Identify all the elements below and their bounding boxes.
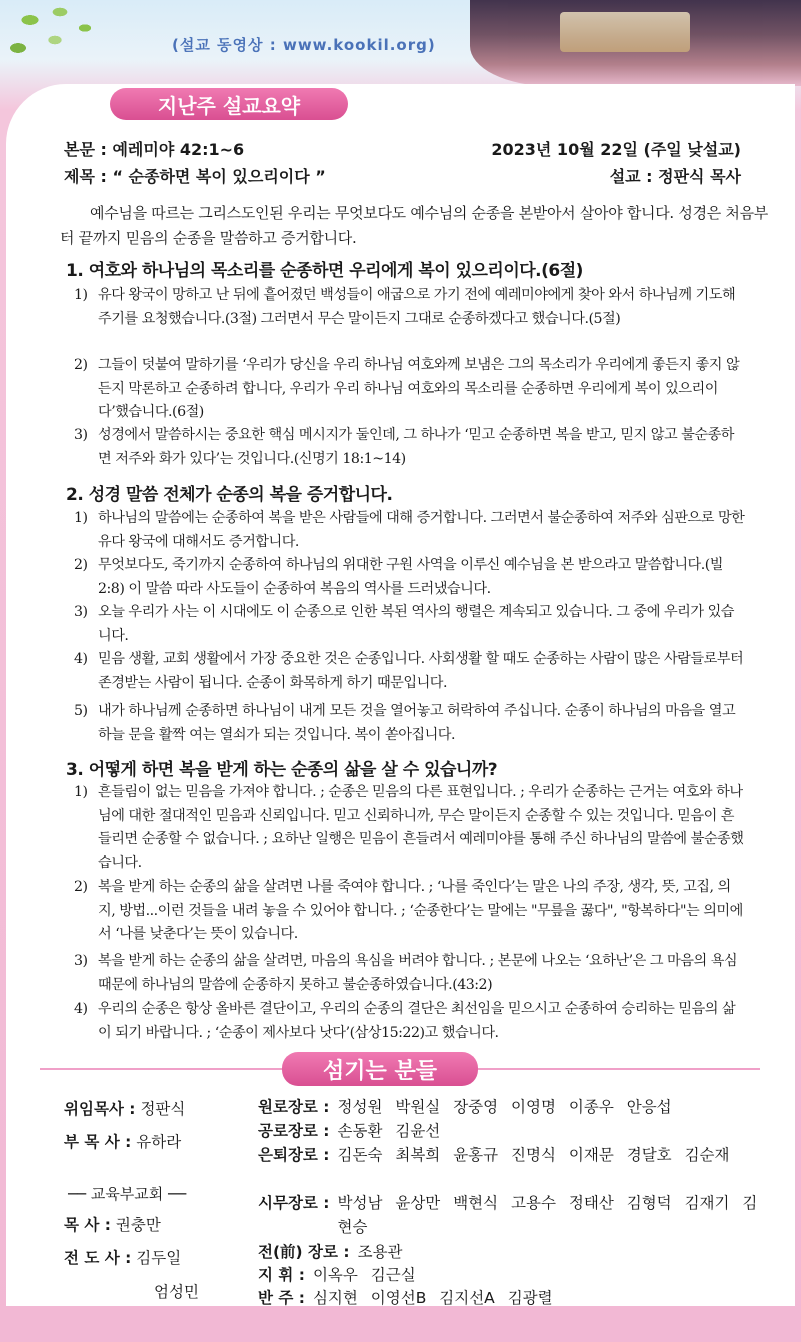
evangelist-2: 엄성민 [154, 1283, 199, 1301]
list-item: 4) 믿음 생활, 교회 생활에서 가장 중요한 것은 순종입니다. 사회생활 할 때도 순종하는 사람이 많은 사람들로부터 존경받는 사람이 됩니다. 순종이 화목하게 하기 때문입니다. [74, 651, 744, 691]
elder-row: 지 휘 : 이옥우 김근실 [258, 1266, 416, 1284]
section-heading-3: 3. 어떻게 하면 복을 받게 하는 순종의 삶을 살 수 있습니까? [66, 760, 498, 780]
sermon-date: 2023년 10월 22일 (주일 낮설교) [491, 140, 741, 159]
list-item: 3) 복을 받게 하는 순종의 삶을 살려면, 마음의 욕심을 버려야 합니다. ; 본문에 나오는 ‘요하난’은 그 마음의 욕심 때문에 하나님의 말씀에 순종하지 못하고 불순종하였습니다.(43:2) [74, 953, 738, 993]
list-item: 4) 우리의 순종은 항상 올바른 결단이고, 우리의 순종의 결단은 최선임을 믿으시고 순종하여 승리하는 믿음의 삶이 되기 바랍니다. ; ‘순종이 제사보다 낫다’(삼상15:22)고 했습니다. [74, 1001, 736, 1041]
elder-row: 전(前) 장로 : 조용관 [258, 1243, 403, 1261]
list-item: 1) 유다 왕국이 망하고 난 뒤에 흩어졌던 백성들이 애굽으로 가기 전에 예레미야에게 찾아 와서 하나님께 기도해 주기를 요청했습니다.(3절) 그러면서 무슨 말이든지 그대로 순종하겠다고 했습니다.(5절) [74, 287, 736, 327]
list-item: 1) 흔들림이 없는 믿음을 가져야 합니다. ; 순종은 믿음의 다른 표현입니다. ; 우리가 순종하는 근거는 여호와 하나님에 대한 절대적인 믿음과 신뢰입니다. 믿고 신뢰하니까, 무슨 말이든지 순종할 수 있는 것입니다. 믿음이 흔들리면 순종할 수 없습니다. ; 요하난 일행은 믿음이 흔들려서 예레미야를 통해 주신 하나님의 말씀에 불순종했습니다. [74, 784, 744, 872]
list-item: 5) 내가 하나님께 순종하면 하나님이 내게 모든 것을 열어놓고 허락하여 주십니다. 순종이 하나님의 마음을 열고 하늘 문을 활짝 여는 열쇠가 되는 것입니다. 복이 쏟아집니다. [74, 703, 736, 743]
church-photo [470, 0, 801, 86]
elder-row: 은퇴장로 : 김돈숙 최복희 윤홍규 진명식 이재문 경달호 김순재 [258, 1146, 730, 1164]
sermon-passage: 본문 : 예레미야 42:1~6 [64, 140, 245, 159]
list-item: 2) 복을 받게 하는 순종의 삶을 살려면 나를 죽여야 합니다. ; ‘나를 죽인다’는 말은 나의 주장, 생각, 뜻, 고집, 의지, 방법...이런 것들을 내려 놓을 수 있어야 합니다. ; ‘순종한다’는 말에는 "무릎을 꿇다", "항복하다"는 의미에서 ‘나를 낮춘다’는 뜻이 있습니다. [74, 879, 743, 943]
section-heading-1: 1. 여호와 하나님의 목소리를 순종하면 우리에게 복이 있으리이다.(6절) [66, 261, 583, 281]
section-title-servants: 섬기는 분들 [282, 1052, 478, 1086]
list-item: 3) 성경에서 말씀하시는 중요한 핵심 메시지가 둘인데, 그 하나가 ‘믿고 순종하면 복을 받고, 믿지 않고 불순종하면 저주와 화가 있다’는 것입니다.(신명기 18:1~14) [74, 427, 734, 467]
education-pastor: 목 사 : 권충만 [64, 1216, 161, 1234]
list-item: 2) 그들이 덧붙여 말하기를 ‘우리가 당신을 우리 하나님 여호와께 보냄은 그의 목소리가 우리에게 좋든지 좋지 않든지 막론하고 순종하려 합니다, 우리가 우리 하나님 여호와의 목소리를 순종하면 우리에게 복이 있으리이다’했습니다.(6절) [74, 357, 740, 421]
evangelist: 전 도 사 : 김두일 [64, 1249, 182, 1267]
sermon-video-link[interactable]: (설교 동영상 : www.kookil.org) [172, 36, 436, 54]
sermon-preacher: 설교 : 정판식 목사 [609, 167, 741, 186]
section-title-sermon-summary: 지난주 설교요약 [110, 88, 348, 120]
section-heading-2: 2. 성경 말씀 전체가 순종의 복을 증거합니다. [66, 485, 393, 505]
associate-pastor: 부 목 사 : 유하라 [64, 1133, 182, 1151]
elder-row: 시무장로 : 박성남 윤상만 백현식 고용수 정태산 김형덕 김재기 김현승 [258, 1194, 758, 1236]
list-item: 3) 오늘 우리가 사는 이 시대에도 이 순종으로 인한 복된 역사의 행렬은 계속되고 있습니다. 그 중에 우리가 있습니다. [74, 604, 734, 644]
list-item: 1) 하나님의 말씀에는 순종하여 복을 받은 사람들에 대해 증거합니다. 그러면서 불순종하여 저주와 심판으로 망한 유다 왕국에 대해서도 증거합니다. [74, 510, 745, 550]
elder-row: 반 주 : 심지현 이영선B 김지선A 김광렬 [258, 1289, 553, 1307]
sermon-title: 제목 : “ 순종하면 복이 있으리이다 ” [64, 167, 326, 186]
elder-row: 원로장로 : 정성원 박원실 장중영 이영명 이종우 안응섭 [258, 1098, 672, 1116]
senior-pastor: 위임목사 : 정판식 [64, 1100, 186, 1118]
elder-row: 공로장로 : 손동환 김윤선 [258, 1122, 441, 1140]
sermon-intro: 예수님을 따르는 그리스도인된 우리는 무엇보다도 예수님의 순종을 본받아서 살아야 합니다. 성경은 처음부터 끝까지 믿음의 순종을 말씀하고 증거합니다. [60, 204, 768, 247]
education-department-label: ── 교육부교회 ── [68, 1185, 187, 1203]
leaves-decoration [0, 0, 110, 90]
list-item: 2) 무엇보다도, 죽기까지 순종하여 하나님의 위대한 구원 사역을 이루신 예수님을 본 받으라고 말씀합니다.(빌2:8) 이 말씀 따라 사도들이 순종하여 복음의 역사를 드러냈습니다. [74, 557, 723, 597]
